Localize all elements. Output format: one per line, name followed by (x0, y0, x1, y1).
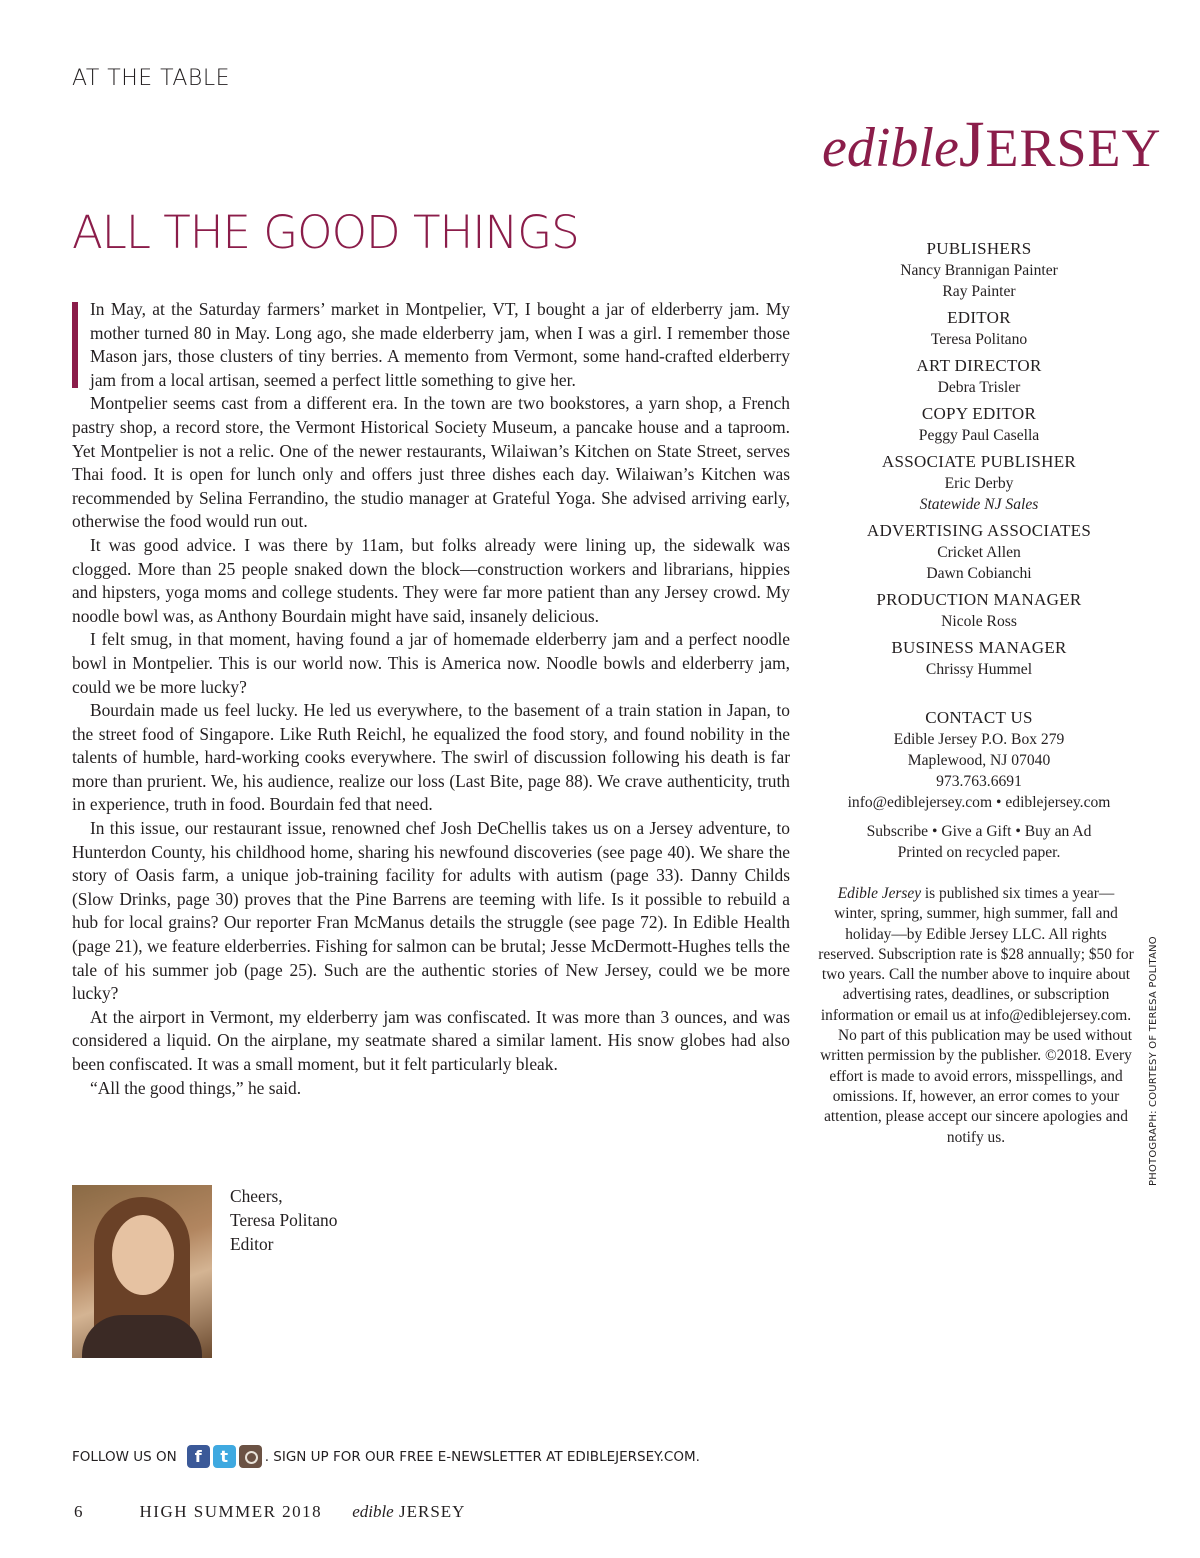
issue-name: HIGH SUMMER 2018 (139, 1502, 323, 1521)
instagram-icon[interactable] (239, 1445, 262, 1468)
editor-signoff (230, 1184, 337, 1256)
masthead-publishers: PUBLISHERS Nancy Brannigan Painter Ray Painter (900, 239, 1058, 300)
social-follow-bar (72, 1445, 700, 1468)
signoff-title: Editor (230, 1234, 274, 1254)
editor-photo (72, 1185, 212, 1358)
masthead-copy-editor: COPY EDITOR Peggy Paul Casella (918, 404, 1040, 444)
contact-phone: 973.763.6691 (936, 773, 1022, 790)
masthead (818, 238, 1140, 863)
article-paragraph: I felt smug, in that moment, having found a jar of homemade elderberry jam and a perfect noodle bowl in Montpelier. This is our world now. This is America now. Noodle bowls and elderberry jam, could we be more lucky? (72, 629, 790, 697)
article-paragraph: In May, at the Saturday farmers’ market in Montpelier, VT, I bought a jar of elderberry jam. My mother turned 80 in May. Long ago, she made elderberry jam, when I was a girl. I remember those Mason jars, those clusters of tiny berries. A memento from Vermont, some hand-crafted elderberry jam from a local artisan, seemed a perfect little something to give her. (90, 299, 790, 390)
twitter-icon[interactable]: t (213, 1445, 236, 1468)
article-paragraph: Montpelier seems cast from a different era. In the town are two bookstores, a yarn shop, a French pastry shop, a record store, the Vermont Historical Society Museum, a pancake house and a taproom. Yet Montpelier is not a relic. One of the newer restaurants, Wilaiwan’s Kitchen on State Street, serves Thai food. It is open for lunch only and offers just three dishes each day. Wilaiwan’s Kitchen was recommended by Selina Ferrandino, the studio manager at Grateful Yoga. She advised arriving early, otherwise the food would run out. (72, 393, 790, 532)
contact-web-link[interactable]: info@ediblejersey.com • ediblejersey.com (847, 794, 1111, 811)
subscribe-links[interactable]: Subscribe • Give a Gift • Buy an Ad (866, 823, 1092, 840)
page-folio: 6 HIGH SUMMER 2018 edible JERSEY (74, 1502, 466, 1521)
photo-credit: PHOTOGRAPH: COURTESY OF TERESA POLITANO (1148, 936, 1159, 1186)
article-paragraph: At the airport in Vermont, my elderberry jam was confiscated. It was more than 3 ounces, and was considered a liquid. On the airplane, my seatmate shared a similar lament. His snow globes had also been confiscated. It was a small moment, but it felt particularly bleak. (72, 1006, 790, 1074)
article-paragraph: It was good advice. I was there by 11am, but folks already were lining up, the sidewalk was clogged. More than 25 people snaked down the block—construction workers and librarians, hippies and hipsters, yoga moms and college students. They were far more patient than any Jersey crowd. My noodle bowl was, as Anthony Bourdain might have said, insanely delicious. (72, 534, 790, 626)
signoff-closing: Cheers, (230, 1186, 283, 1206)
page-number: 6 (74, 1502, 84, 1521)
publication-info: Edible Jersey is published six times a year—winter, spring, summer, high summer, fall and holiday—by Edible Jersey LLC. All rights reserved. Subscription rate is $28 annually; $50 for two years. Call the number above to inquire about advertising rates, deadlines, or subscription information or email us at info@ediblejersey.com. No part of this publication may be used without written permission by the publisher. ©2018. Every effort is made to avoid errors, misspellings, and omissions. If, however, an error comes to your attention, please accept our sincere apologies and notify us. (818, 885, 1134, 1146)
masthead-art-director: ART DIRECTOR Debra Trisler (916, 356, 1042, 396)
masthead-production-manager: PRODUCTION MANAGER Nicole Ross (876, 590, 1082, 630)
masthead-editor: EDITOR Teresa Politano (930, 308, 1028, 348)
article-paragraph: Bourdain made us feel lucky. He led us everywhere, to the basement of a train station in Japan, to the street food of Singapore. Like Ruth Reichl, he equalized the food story, and found nobility in the talents of humble, hard-working cooks everywhere. The swirl of discussion following his death is far more than prurient. We, his audience, realize our loss (Last Bite, page 88). We crave authenticity, truth in experience, truth in food. Bourdain fed that need. (72, 700, 790, 815)
masthead-advertising-associates: ADVERTISING ASSOCIATES Cricket Allen Dawn Cobianchi (866, 521, 1092, 582)
article-body (72, 298, 790, 1100)
section-label: AT THE TABLE (72, 66, 230, 91)
follow-label: FOLLOW US ON (72, 1448, 177, 1465)
masthead-associate-publisher: ASSOCIATE PUBLISHER Eric Derby Statewide NJ Sales (881, 452, 1077, 513)
drop-cap-bar (72, 302, 78, 388)
masthead-business-manager: BUSINESS MANAGER Chrissy Hummel (891, 638, 1067, 678)
article-paragraph: “All the good things,” he said. (90, 1077, 302, 1098)
article-headline: ALL THE GOOD THINGS (72, 206, 579, 259)
facebook-icon[interactable]: f (187, 1445, 210, 1468)
contact-block: CONTACT US Edible Jersey P.O. Box 279 Maplewood, NJ 07040 973.763.6691 info@ediblejersey.com • ediblejersey.com Subscribe • Give a Gift • Buy an Ad Printed on recycled paper. (818, 707, 1140, 863)
magazine-logo: edibleJERSEY (822, 108, 1162, 181)
signoff-name: Teresa Politano (230, 1210, 338, 1230)
article-paragraph: In this issue, our restaurant issue, renowned chef Josh DeChellis takes us on a Jersey adventure, to Hunterdon County, his childhood home, sharing his newfound discoveries (see page 40). We share the story of Oasis farm, a unique job-training facility for adults with autism (page 33). Danny Childs (Slow Drinks, page 30) proves that the Pine Barrens are teeming with life. Is it possible to rebuild a hub for local grains? Our reporter Fran McManus details the struggle (see page 72). In Edible Health (page 21), we feature elderberries. Fishing for salmon can be brutal; Jesse McDermott-Hughes tells the tale of his summer job (page 25). Such are the authentic stories of New Jersey, could we be more lucky? (72, 818, 790, 1004)
newsletter-signup-text[interactable]: . SIGN UP FOR OUR FREE E-NEWSLETTER AT EDIBLEJERSEY.COM. (264, 1448, 700, 1465)
recycled-note: Printed on recycled paper. (897, 844, 1061, 861)
